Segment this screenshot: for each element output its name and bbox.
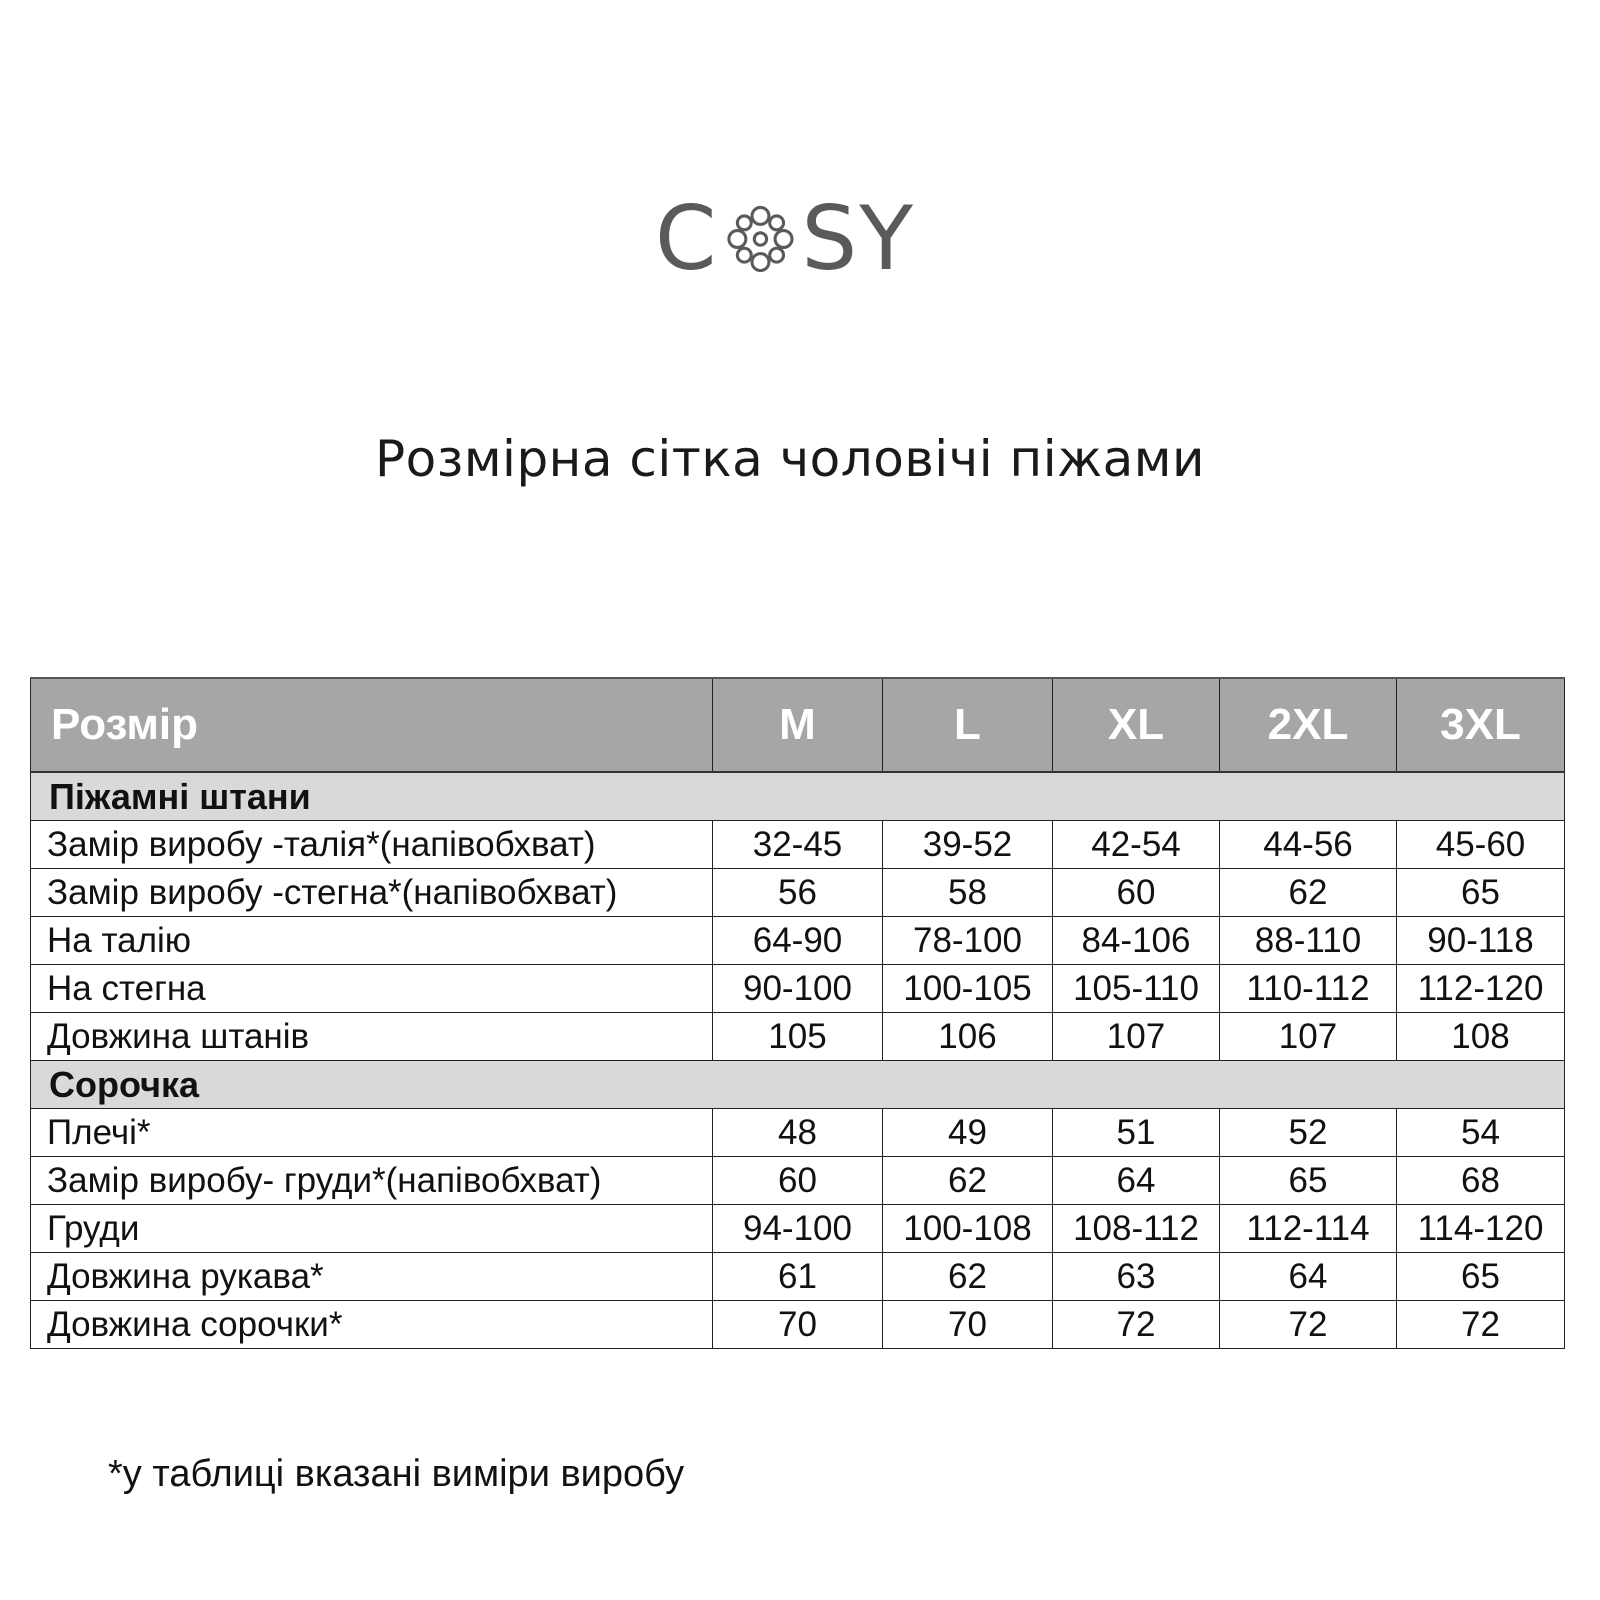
table-row xyxy=(31,1253,1565,1301)
section-row xyxy=(31,772,1565,821)
header-size-3xl: 3XL xyxy=(1397,678,1565,772)
size-value-cell: 70 xyxy=(883,1301,1053,1349)
logo-letter-c: C xyxy=(655,187,719,290)
size-value-cell: 110-112 xyxy=(1220,965,1397,1013)
size-value-cell: 94-100 xyxy=(713,1205,883,1253)
header-size-label: Розмір xyxy=(31,678,713,772)
size-value-cell: 105 xyxy=(713,1013,883,1061)
row-label: Замір виробу- груди*(напівобхват) xyxy=(31,1157,713,1205)
size-value-cell: 72 xyxy=(1397,1301,1565,1349)
flower-knot-icon xyxy=(722,198,799,280)
row-label: Довжина сорочки* xyxy=(31,1301,713,1349)
table-row xyxy=(31,821,1565,869)
section-title: Піжамні штани xyxy=(31,772,1565,821)
size-value-cell: 62 xyxy=(883,1157,1053,1205)
page-title: Розмірна сітка чоловічі піжами xyxy=(375,430,1205,488)
size-value-cell: 64 xyxy=(1220,1253,1397,1301)
size-value-cell: 100-108 xyxy=(883,1205,1053,1253)
size-value-cell: 107 xyxy=(1220,1013,1397,1061)
size-value-cell: 65 xyxy=(1397,1253,1565,1301)
size-value-cell: 64-90 xyxy=(713,917,883,965)
size-value-cell: 90-100 xyxy=(713,965,883,1013)
size-value-cell: 56 xyxy=(713,869,883,917)
size-value-cell: 112-120 xyxy=(1397,965,1565,1013)
size-value-cell: 108-112 xyxy=(1053,1205,1220,1253)
logo-letter-y: Y xyxy=(859,187,915,290)
size-value-cell: 60 xyxy=(1053,869,1220,917)
table-header-row xyxy=(31,678,1565,772)
size-value-cell: 58 xyxy=(883,869,1053,917)
size-value-cell: 63 xyxy=(1053,1253,1220,1301)
size-value-cell: 49 xyxy=(883,1109,1053,1157)
size-value-cell: 114-120 xyxy=(1397,1205,1565,1253)
footnote: *у таблиці вказані виміри виробу xyxy=(108,1453,685,1495)
size-value-cell: 62 xyxy=(1220,869,1397,917)
table-row xyxy=(31,1157,1565,1205)
size-value-cell: 54 xyxy=(1397,1109,1565,1157)
brand-logo xyxy=(655,187,915,290)
table-row xyxy=(31,917,1565,965)
size-value-cell: 61 xyxy=(713,1253,883,1301)
table-row xyxy=(31,1205,1565,1253)
row-label: Груди xyxy=(31,1205,713,1253)
size-value-cell: 84-106 xyxy=(1053,917,1220,965)
size-value-cell: 65 xyxy=(1397,869,1565,917)
row-label: На стегна xyxy=(31,965,713,1013)
size-value-cell: 48 xyxy=(713,1109,883,1157)
row-label: Плечі* xyxy=(31,1109,713,1157)
header-size-2xl: 2XL xyxy=(1220,678,1397,772)
logo-letter-s: S xyxy=(801,187,860,290)
size-value-cell: 88-110 xyxy=(1220,917,1397,965)
size-value-cell: 72 xyxy=(1220,1301,1397,1349)
size-value-cell: 45-60 xyxy=(1397,821,1565,869)
size-value-cell: 107 xyxy=(1053,1013,1220,1061)
size-value-cell: 32-45 xyxy=(713,821,883,869)
size-value-cell: 52 xyxy=(1220,1109,1397,1157)
header-size-m: M xyxy=(713,678,883,772)
table-row xyxy=(31,1301,1565,1349)
size-value-cell: 65 xyxy=(1220,1157,1397,1205)
size-value-cell: 62 xyxy=(883,1253,1053,1301)
size-value-cell: 44-56 xyxy=(1220,821,1397,869)
table-row xyxy=(31,1013,1565,1061)
header-size-l: L xyxy=(883,678,1053,772)
size-value-cell: 112-114 xyxy=(1220,1205,1397,1253)
size-value-cell: 90-118 xyxy=(1397,917,1565,965)
row-label: Замір виробу -талія*(напівобхват) xyxy=(31,821,713,869)
row-label: На талію xyxy=(31,917,713,965)
table-row xyxy=(31,965,1565,1013)
section-row xyxy=(31,1061,1565,1109)
row-label: Довжина рукава* xyxy=(31,1253,713,1301)
row-label: Замір виробу -стегна*(напівобхват) xyxy=(31,869,713,917)
section-title: Сорочка xyxy=(31,1061,1565,1109)
row-label: Довжина штанів xyxy=(31,1013,713,1061)
size-value-cell: 108 xyxy=(1397,1013,1565,1061)
header-size-xl: XL xyxy=(1053,678,1220,772)
size-value-cell: 106 xyxy=(883,1013,1053,1061)
size-value-cell: 100-105 xyxy=(883,965,1053,1013)
size-chart-table xyxy=(30,677,1565,1349)
size-value-cell: 42-54 xyxy=(1053,821,1220,869)
size-value-cell: 68 xyxy=(1397,1157,1565,1205)
size-value-cell: 78-100 xyxy=(883,917,1053,965)
size-value-cell: 39-52 xyxy=(883,821,1053,869)
size-value-cell: 105-110 xyxy=(1053,965,1220,1013)
size-value-cell: 72 xyxy=(1053,1301,1220,1349)
size-value-cell: 51 xyxy=(1053,1109,1220,1157)
table-row xyxy=(31,1109,1565,1157)
size-value-cell: 64 xyxy=(1053,1157,1220,1205)
size-value-cell: 70 xyxy=(713,1301,883,1349)
size-value-cell: 60 xyxy=(713,1157,883,1205)
table-row xyxy=(31,869,1565,917)
